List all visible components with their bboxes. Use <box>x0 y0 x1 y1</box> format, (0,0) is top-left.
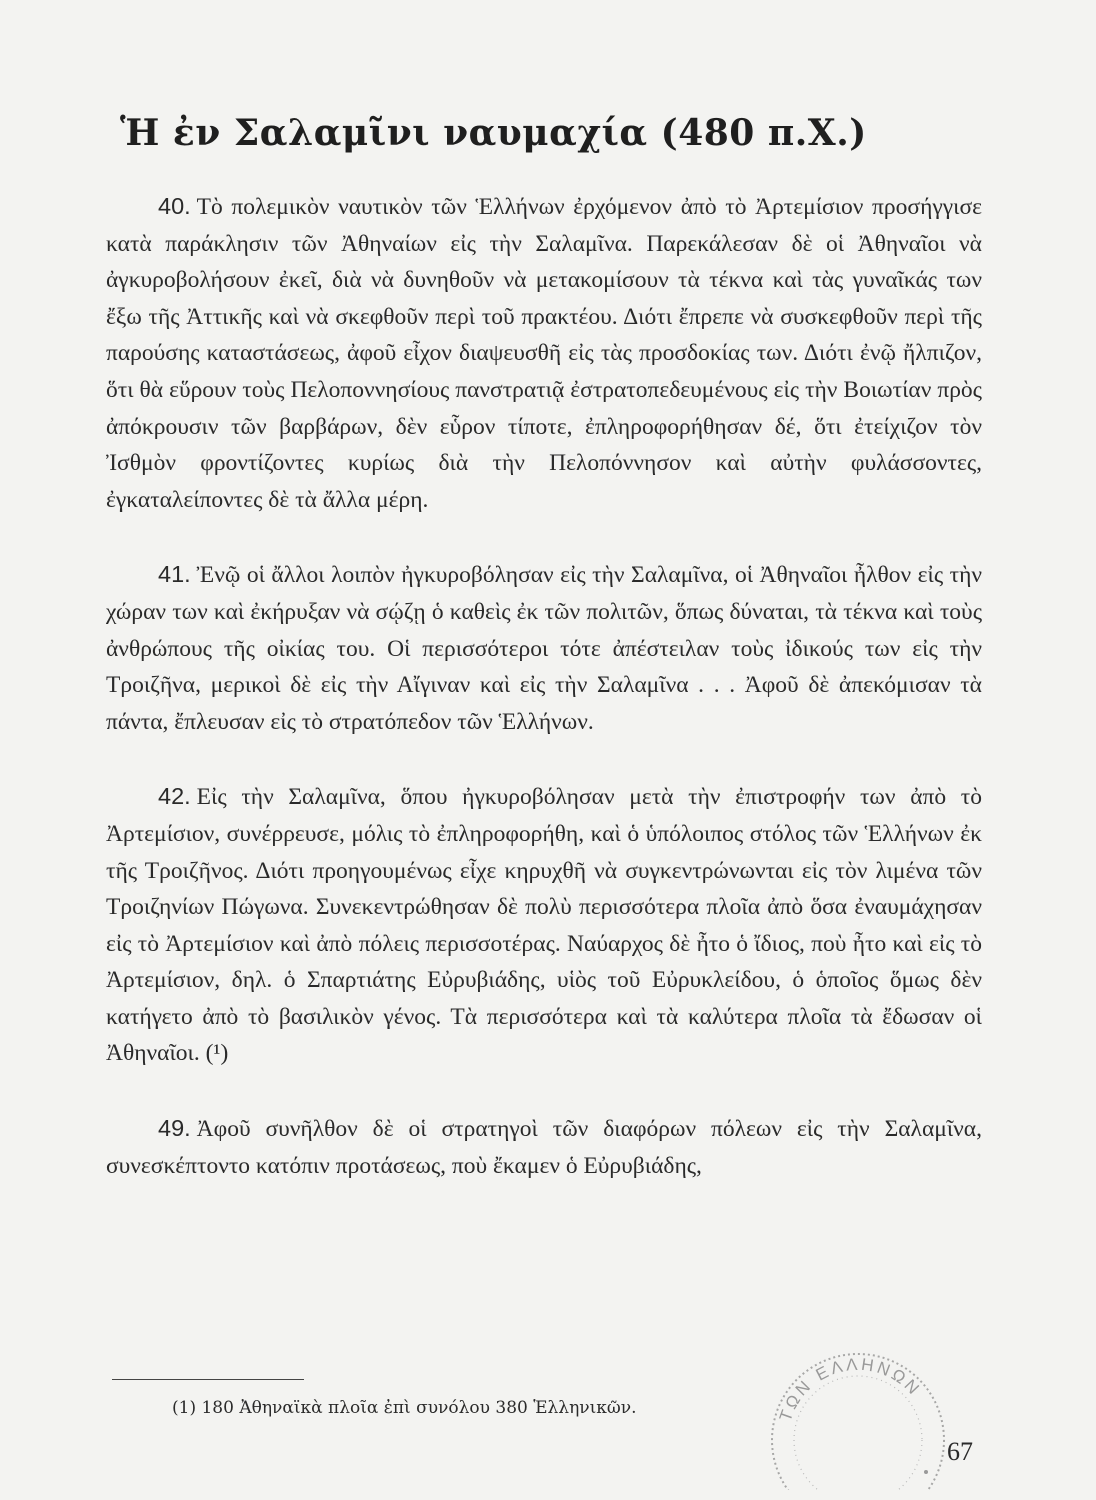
footnote-divider <box>112 1379 304 1380</box>
page-number: 67 <box>947 1437 973 1466</box>
page-title: Ἡ ἐν Σαλαμῖνι ναυμαχία (480 π.Χ.) <box>120 112 867 154</box>
paragraph-number: 49. <box>158 1115 191 1142</box>
svg-text:ΤΩΝ ΕΛΛΗΝΩΝ <box>776 1355 925 1424</box>
paragraph-number: 42. <box>158 783 191 810</box>
paragraph-42 <box>106 778 982 1072</box>
library-stamp-icon <box>748 1330 958 1490</box>
paragraph-text: Τὸ πολεμικὸν ναυτικὸν τῶν Ἑλλήνων ἐρχόμενον ἀπὸ τὸ Ἀρτεμίσιον προσήγγισε κατὰ παράκλησιν τῶν Ἀθηναίων εἰς τὴν Σαλαμῖνα. Παρεκάλεσαν δὲ οἱ Ἀθηναῖοι νὰ ἀγκυροβολήσουν ἐκεῖ, διὰ νὰ δυνηθοῦν νὰ μετακομίσουν τὰ τέκνα καὶ τὰς γυναῖκάς των ἔξω τῆς Ἀττικῆς καὶ νὰ σκεφθοῦν περὶ τοῦ πρακτέου. Διότι ἔπρεπε νὰ συσκεφθοῦν περὶ τῆς παρούσης καταστάσεως, ἀφοῦ εἶχον διαψευσθῆ εἰς τὰς προσδοκίας των. Διότι ἐνῷ ἤλπιζον, ὅτι θὰ εὕρουν τοὺς Πελοποννησίους πανστρατιᾷ ἐστρατοπεδευμένους εἰς τὴν Βοιωτίαν πρὸς ἀπόκρουσιν τῶν βαρβάρων, δὲν εὗρον τίποτε, ἐπληροφορήθησαν δέ, ὅτι ἐτείχιζον τὸν Ἰσθμὸν φροντίζοντες κυρίως διὰ τὴν Πελοπόννησον καὶ αὐτὴν φυλάσσοντες, ἐγκαταλείποντες δὲ τὰ ἄλλα μέρη. <box>106 194 982 513</box>
paragraph-number: 40. <box>158 193 191 219</box>
footnote: (1) 180 Ἀθηναϊκὰ πλοῖα ἐπὶ συνόλου 380 Ἑλληνικῶν. <box>172 1398 637 1418</box>
paragraph-number: 41. <box>158 561 191 588</box>
paragraph-text: Ἐνῷ οἱ ἄλλοι λοιπὸν ἠγκυροβόλησαν εἰς τὴν Σαλαμῖνα, οἱ Ἀθηναῖοι ἦλθον εἰς τὴν χώραν των καὶ ἐκήρυξαν νὰ σῴζῃ ὁ καθεὶς ἐκ τῶν πολιτῶν, ὅπως δύναται, τὰ τέκνα καὶ τοὺς ἀνθρώπους τῆς οἰκίας του. Οἱ περισσότεροι τότε ἀπέστειλαν τοὺς ἰδικούς των εἰς τὴν Τροιζῆνα, μερικοὶ δὲ εἰς τὴν Αἴγιναν καὶ εἰς τὴν Σαλαμῖνα . . . Ἀφοῦ δὲ ἀπεκόμισαν τὰ πάντα, ἔπλευσαν εἰς τὸ στρατόπεδον τῶν Ἑλλήνων. <box>106 562 982 735</box>
body-text <box>106 188 982 1222</box>
paragraph-49 <box>106 1110 982 1184</box>
paragraph-40 <box>106 188 982 518</box>
paragraph-text: Εἰς τὴν Σαλαμῖνα, ὅπου ἠγκυροβόλησαν μετὰ τὴν ἐπιστροφήν των ἀπὸ τὸ Ἀρτεμίσιον, συνέρρευσε, μόλις τὸ ἐπληροφορήθη, καὶ ὁ ὑπόλοιπος στόλος τῶν Ἑλλήνων ἐκ τῆς Τροιζῆνος. Διότι προηγουμένως εἶχε κηρυχθῆ νὰ συγκεντρώνωνται εἰς τὸν λιμένα τῶν Τροιζηνίων Πώγωνα. Συνεκεντρώθησαν δὲ πολὺ περισσότερα πλοῖα ἀπὸ ὅσα ἐναυμάχησαν εἰς τὸ Ἀρτεμίσιον καὶ ἀπὸ πόλεις περισσοτέρας. Ναύαρχος δὲ ἦτο ὁ ἴδιος, ποὺ ἦτο καὶ εἰς τὸ Ἀρτεμίσιον, δηλ. ὁ Σπαρτιάτης Εὐρυβιάδης, υἱὸς τοῦ Εὐρυκλείδου, ὁ ὁποῖος ὅμως δὲν κατήγετο ἀπὸ τὸ βασιλικὸν γένος. Τὰ περισσότερα καὶ τὰ καλύτερα πλοῖα τὰ ἔδωσαν οἱ Ἀθηναῖοι. (¹) <box>106 784 982 1067</box>
stamp-text: ΤΩΝ ΕΛΛΗΝΩΝ <box>775 1354 925 1424</box>
paragraph-text: Ἀφοῦ συνῆλθον δὲ οἱ στρατηγοὶ τῶν διαφόρων πόλεων εἰς τὴν Σαλαμῖνα, συνεσκέπτοντο κατόπιν προτάσεως, ποὺ ἔκαμεν ὁ Εὐρυβιάδης, <box>106 1116 982 1179</box>
paragraph-41 <box>106 556 982 740</box>
